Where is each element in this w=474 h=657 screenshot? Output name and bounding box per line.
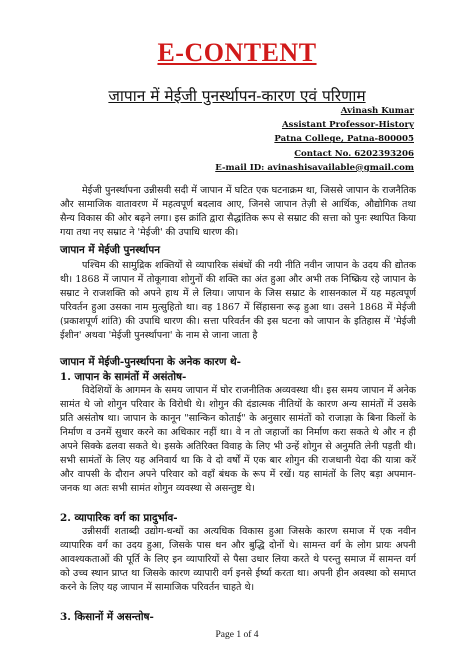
- section-heading: जापान में मेईजी-पुनर्स्थापना के अनेक कारण थे-: [60, 356, 241, 368]
- author-college: Patna College, Patna-800005: [274, 134, 414, 145]
- paragraph-restoration: पश्चिम की सामुद्रिक शक्तियों से व्यापारिक संबंधों की नयी नीति नवीन जापान के उदय की द्योतक थी। 1868 में जापान में तोकूगावा शोगुनों की शक्ति का अंत हुआ और अभी तक निष्क्रिय रहे जापान के सम्राट ने राजशक्ति को अपने हाथ में ले लिया। जापान के जिस सम्राट के शासनकाल में यह महत्वपूर्ण परिवर्तन हुआ उसका नाम मुत्सुहितो था। वह 1867 में सिंहासना रूढ़ हुआ था। उसने 1868 में मेईजी (प्रकाशपूर्ण शांति) की उपाधि धारण की। सत्ता परिवर्तन की इस घटना को जापान के इतिहास में 'मेईजी ईशीन' अथवा 'मेईजी पुनर्स्थापना' के नाम से जाना जाता है: [60, 260, 416, 341]
- section-heading: जापान में मेईजी पुनर्स्थापन: [60, 244, 161, 256]
- author-contact: Contact No. 6202393206: [294, 148, 414, 159]
- paragraph-feudal-discontent: विदेशियों के आगमन के समय जापान में घोर राजनीतिक अव्यवस्था थी। इस समय जापान में अनेक सामंत थे जो शोगुन परिवार के विरोधी थे। शोगुन की दंडात्मक नीतियों के कारण अन्य सामंतों में उसके प्रति असंतोष था। जापान के कानून "सान्किन कोताई" के अनुसार सामंतों को राजाज्ञा के बिना किलों के निर्माण व उनमें सुधार करने का अधिकार नहीं था। वे न तो जहाजों का निर्माण करा सकते थे और न ही अपने सिक्के ढलवा सकते थे। इसके अतिरिक्त विवाह के लिए भी उन्हें शोगुन से अनुमति लेनी पड़ती थी। सभी सामंतों के लिए यह अनिवार्य था कि वे दो वर्षों में एक बार शोगुन की राजधानी येदा की यात्रा करें और वापसी के दौरान अपने परिवार को वहाँ बंधक के रूप में रखें। यह सामंतों के लिए बड़ा अपमान-जनक था अतः सभी सामंत शोगुन व्यवस्था से असन्तुष्ट थे।: [60, 385, 416, 494]
- author-designation: Assistant Professor-History: [281, 120, 414, 131]
- page-number: Page 1 of 4: [215, 630, 259, 640]
- document-subtitle: जापान में मेईजी पुनर्स्थापन-कारण एवं परिणाम: [108, 87, 366, 105]
- page-title: E-CONTENT: [157, 38, 317, 67]
- author-name: Avinash Kumar: [340, 106, 414, 116]
- author-block: [215, 104, 414, 175]
- paragraph-merchant-class: उन्नीसवीं शताब्दी उद्योग-धन्धों का अत्यधिक विकास हुआ जिसके कारण समाज में एक नवीन व्यापारिक वर्ग का उदय हुआ, जिसके पास धन और बुद्धि दोनों थे। सामन्त वर्ग के लोग प्रायः अपनी आवश्यकताओं की पूर्ति के लिए इन व्यापारियों से पैसा उधार लिया करते थे परन्तु समाज में सामन्त वर्ग को उच्च स्थान प्राप्त था जिसके कारण व्यापारी वर्ग इनसे ईर्ष्या करता था। अपनी हीन अवस्था को समाप्त करने के लिए यह जापान में सामाजिक परिवर्तन चाहते थे।: [60, 526, 416, 593]
- section-heading: 2. व्यापारिक वर्ग का प्रादुर्भाव-: [60, 512, 178, 524]
- paragraph-intro: मेईजी पुनर्स्थापना उन्नीसवी सदी में जापान में घटित एक घटनाक्रम था, जिससे जापान के राजनैतिक और सामाजिक वातावरण में महत्वपूर्ण बदलाव आए, जिनसे जापान तेज़ी से आर्थिक, औद्योगिक तथा सैन्य विकास की ओर बढ़ने लगा। इस क्रांति द्वारा सैद्धांतिक रूप से सम्राट की सत्ता को पुनः स्थापित किया गया तथा नए सम्राट ने 'मेईजी' की उपाधि धारण की।: [60, 185, 416, 238]
- section-heading: 1. जापान के सामंतों में असंतोष-: [60, 371, 187, 383]
- author-email: E-mail ID: avinashisavailable@gmail.com: [215, 162, 414, 173]
- section-heading: 3. किसानों में असन्तोष-: [60, 611, 154, 623]
